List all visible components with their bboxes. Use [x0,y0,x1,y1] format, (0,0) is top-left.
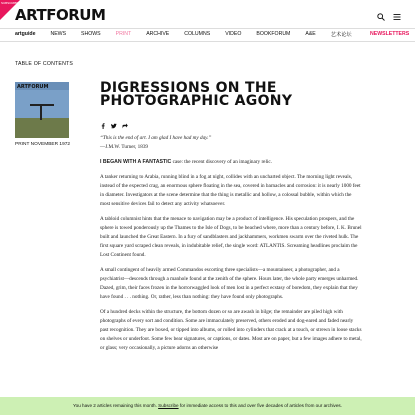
search-icon[interactable] [377,8,385,16]
paragraph-4: Of a hundred decks within the structure, the bottom dozen or so are awash in bilge; the remainder are piled high with photographs of every sort and condition. Some are immaculately preserved, others eroded and dog-eared and faded nearly past recognition. They are boxed, or tipped into albums, or rolled into cylinders that crack at a touch, or strewn in loose stacks on shelves or underfoot. Some few bear signatures, or captions, or dates. Most are on paper, but a few images adhere to metal, or glass; very occasionally, a picture adorns an otherwise [100,309,362,351]
nav-bookforum[interactable]: BOOKFORUM [256,31,291,37]
paywall-text-before: You have 2 articles remaining this month. [73,403,159,408]
cover-ground [15,118,69,138]
nav-shows[interactable]: SHOWS [81,31,101,37]
epigraph: “This is the end of art. I am glad I have had my day.” [100,135,212,141]
nav-newsletters[interactable]: NEWSLETTERS [370,31,410,37]
epigraph-attribution: —J.M.W. Turner, 1839 [100,144,149,150]
nav-columns[interactable]: COLUMNS [184,31,211,37]
nav-artguide[interactable]: artguide [15,31,36,37]
nav-news[interactable]: NEWS [50,31,67,37]
article-title: DIGRESSIONS ON THE PHOTOGRAPHIC AGONY [100,80,293,109]
nav-chinese[interactable]: 艺术论坛 [330,32,352,38]
lead-paragraph [100,158,362,167]
paragraph-2: A tabloid columnist hints that the menace to navigation may be a product of intelligence. His speculation prospers, and the sphere is towed ponderously up the Thames to the Isle of Dogs, to be beached where, more than a century before, I. K. Brunel built and launched the Great Eastern. In a fury of sandblasters and jackhammers, workmen swarm over the riveted hulk. The first square yard scraped clean reveals, in indubitable relief, the single word: ATLANTIS. Screaming headlines proclaim the Lost Continent found. [100,216,362,258]
artforum-logo[interactable]: ARTFORUM [15,6,106,24]
paragraph-3: A small contingent of heavily armed Commandos escorting three specialists—a mountaineer, a photographer, and a psychiatrist—descends through a manhole found at the zenith of the sphere. Hours later, the whole party emerges unharmed. Dazed, grim, their faces frozen in the horrorwaggled look of men lost in a perfect ecstasy of boredom, they explain that they have found . . . nothing. Or, rather, less than nothing: they have found only photographs. [100,267,359,300]
issue-caption[interactable]: PRINT NOVEMBER 1972 [15,142,71,147]
lead-text: case: the recent discovery of an imaginary relic. [171,159,272,165]
nav-print[interactable]: PRINT [115,31,132,37]
paywall-banner [0,397,415,415]
lead-caps: I BEGAN WITH A FANTASTIC [100,159,172,165]
nav-archive[interactable]: ARCHIVE [146,31,170,37]
issue-cover-image[interactable] [15,82,69,138]
nav-video[interactable]: VIDEO [225,31,242,37]
share-icon[interactable] [122,116,128,122]
cover-sculpture [30,104,54,118]
top-header [0,0,415,26]
cover-masthead: ARTFORUM [17,84,49,90]
paragraph-1: A tanker returning to Arabia, running blind in a fog at night, collides with an uncharted object. The morning light reveals, instead of the expected crag, an enormous sphere floating in the sea, covered in barnacles and corrosion: it is nearly 1000 feet in diameter. Investigators at the scene determine that the thing is metallic and hollow, a colossal bubble, within which the most sensitive devices fail to detect any activity whatsoever. [100,174,361,207]
main-nav [0,28,415,42]
subscribe-link[interactable]: Subscribe [158,403,179,408]
menu-icon[interactable] [393,8,401,16]
facebook-icon[interactable] [100,116,106,122]
twitter-icon[interactable] [111,116,117,122]
paywall-text-after: for immediate access to this and over five decades of articles from our archives. [178,403,342,408]
table-of-contents-link[interactable]: TABLE OF CONTENTS [15,61,74,67]
nav-a-and-e[interactable]: A&E [305,31,316,37]
subscribe-corner-text[interactable]: SUBSCRIBE [1,1,19,5]
article-body [100,134,362,359]
